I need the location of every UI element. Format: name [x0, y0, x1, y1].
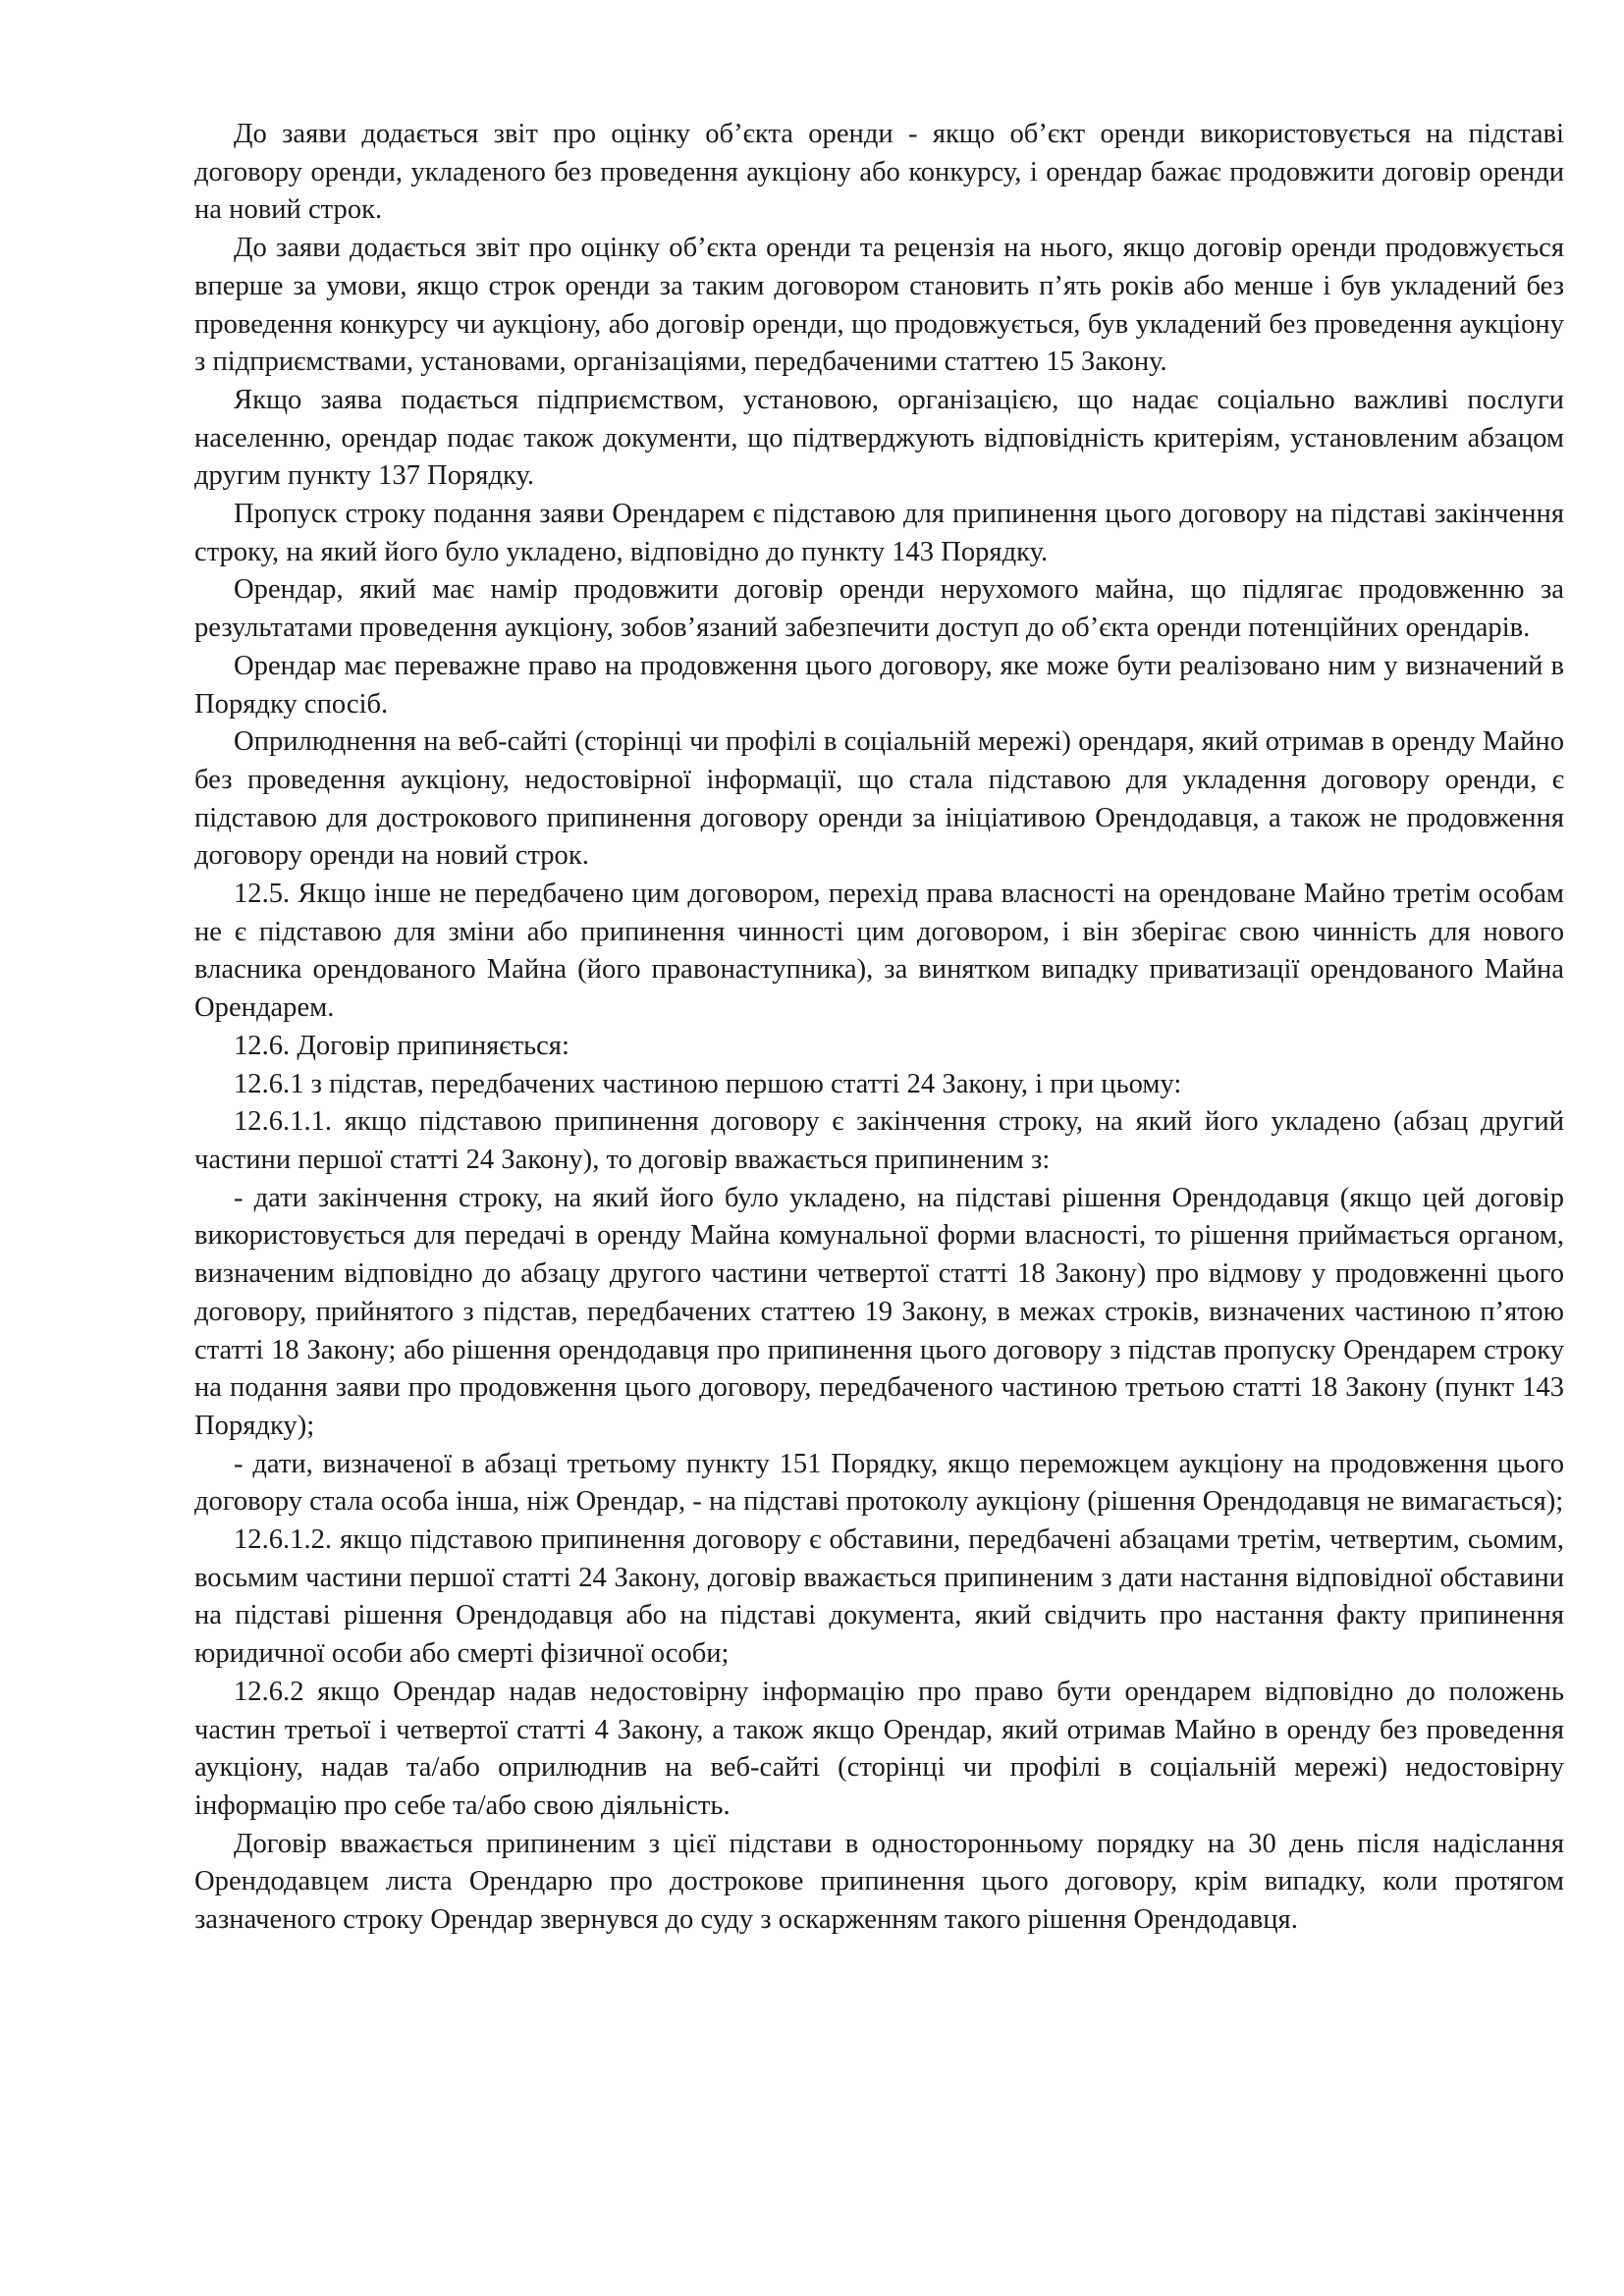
paragraph-social-services: Якщо заява подається підприємством, установою, організацією, що надає соціально важливі послуги населенню, орендар подає також документи, що підтверджують відповідність критеріям, установленим абзацом другим пункту 137 Порядку. [194, 384, 1564, 492]
paragraph-false-information: Оприлюднення на веб-сайті (сторінці чи профілі в соціальній мережі) орендаря, який отримав в оренду Майно без проведення аукціону, недостовірної інформації, що стала підставою для укладення договору оренди, є підставою для дострокового припинення договору оренди за ініціативою Орендодавця, а також не продовження договору оренди на новий строк. [194, 726, 1564, 872]
paragraph-appraisal-report: До заяви додається звіт про оцінку об’єкта оренди - якщо об’єкт оренди використовується на підставі договору оренди, укладеного без проведення аукціону або конкурсу, і орендар бажає продовжити договір оренди на новий строк. [194, 119, 1564, 226]
clause-12-6-1: 12.6.1 з підстав, передбачених частиною першою статті 24 Закону, і при цьому: [234, 1068, 1182, 1099]
paragraph-appraisal-review: До заяви додається звіт про оцінку об’єкта оренди та рецензія на нього, якщо договір оренди продовжується вперше за умови, якщо строк оренди за таким договором становить п’ять років або менше і був укладений без проведення конкурсу чи аукціону, або договір оренди, що продовжується, був укладений без проведення аукціону з підприємствами, установами, організаціями, передбаченими статтею 15 Закону. [194, 233, 1564, 378]
paragraph-missed-deadline: Пропуск строку подання заяви Орендарем є підставою для припинення цього договору на підставі закінчення строку, на який його було укладено, відповідно до пункту 143 Порядку. [194, 499, 1564, 567]
clause-12-6-2: 12.6.2 якщо Орендар надав недостовірну інформацію про право бути орендарем відповідно до положень частин третьої і четвертої статті 4 Закону, а також якщо Орендар, який отримав Майно в оренду без проведення аукціону, надав та/або оприлюднив на веб-сайті (сторінці чи профілі в соціальній мережі) недостовірну інформацію про себе та/або свою діяльність. [194, 1676, 1564, 1821]
clause-12-5: 12.5. Якщо інше не передбачено цим договором, перехід права власності на орендоване Майно третім особам не є підставою для зміни або припинення чинності цим договором, і він зберігає свою чинність для нового власника орендованого Майна (його правонаступника), за винятком випадку приватизації орендованого Майна Орендарем. [194, 879, 1564, 1024]
list-item-auction-date: - дати, визначеної в абзаці третьому пункту 151 Порядку, якщо переможцем аукціону на продовження цього договору стала особа інша, ніж Орендар, - на підставі протоколу аукціону (рішення Орендодавця не вимагається); [194, 1448, 1564, 1518]
clause-12-6: 12.6. Договір припиняється: [234, 1030, 569, 1061]
document-page [194, 116, 1564, 1940]
clause-12-6-1-2: 12.6.1.2. якщо підставою припинення договору є обставини, передбачені абзацами третім, четвертим, сьомим, восьмим частини першої статті 24 Закону, договір вважається припиненим з дати настання відповідної обставини на підставі рішення Орендодавця або на підставі документа, який свідчить про настання факту припинення юридичної особи або смерті фізичної особи; [194, 1524, 1564, 1670]
list-item-expiry-date: - дати закінчення строку, на який його було укладено, на підставі рішення Орендодавця (якщо цей договір використовується для передачі в оренду Майна комунальної форми власності, то рішення приймається органом, визначеним відповідно до абзацу другого частини четвертої статті 18 Закону) про відмову у продовженні цього договору, прийнятого з підстав, передбачених статтею 19 Закону, в межах строків, визначених частиною п’ятою статті 18 Закону; або рішення орендодавця про припинення цього договору з підстав пропуску Орендарем строку на подання заяви про продовження цього договору, передбаченого частиною третьою статті 18 Закону (пункт 143 Порядку); [194, 1182, 1564, 1441]
clause-12-6-1-1: 12.6.1.1. якщо підставою припинення договору є закінчення строку, на який його укладено (абзац другий частини першої статті 24 Закону), то договір вважається припиненим з: [194, 1106, 1564, 1175]
paragraph-unilateral-termination: Договір вважається припиненим з цієї підстави в односторонньому порядку на 30 день після надіслання Орендодавцем листа Орендарю про дострокове припинення цього договору, крім випадку, коли протягом зазначеного строку Орендар звернувся до суду з оскарженням такого рішення Орендодавця. [194, 1828, 1564, 1936]
paragraph-preemptive-right: Орендар має переважне право на продовження цього договору, яке може бути реалізовано ним у визначений в Порядку спосіб. [194, 650, 1564, 720]
paragraph-access-obligation: Орендар, який має намір продовжити договір оренди нерухомого майна, що підлягає продовженню за результатами проведення аукціону, зобов’язаний забезпечити доступ до об’єкта оренди потенційних орендарів. [194, 574, 1564, 644]
